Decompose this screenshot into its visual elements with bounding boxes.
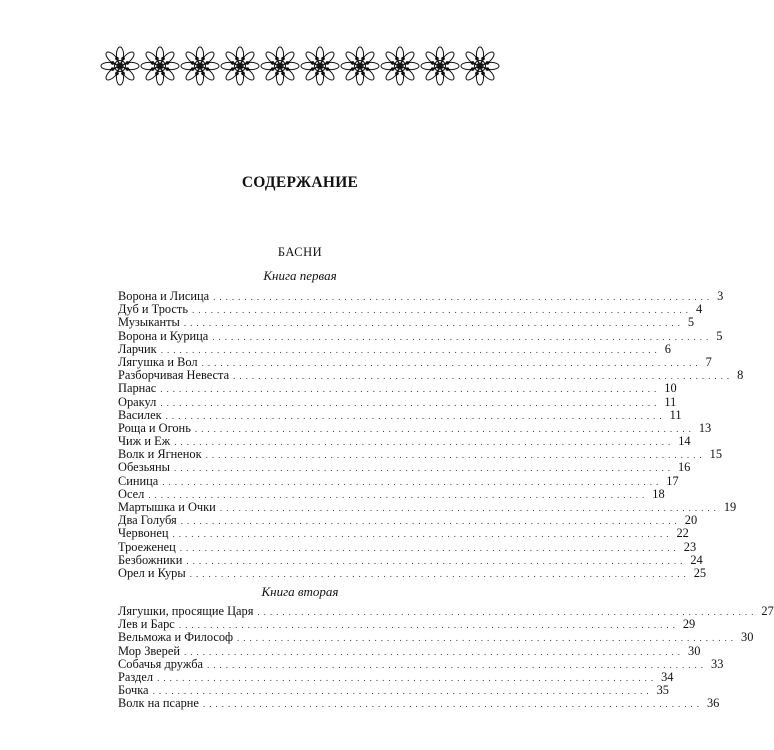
toc-entry-page: 34: [661, 669, 674, 684]
toc-entry[interactable]: [118, 513, 698, 528]
ornament-border: [98, 44, 504, 88]
dot-leader: ................................................................................: [179, 542, 680, 553]
toc-entry[interactable]: [118, 368, 744, 383]
dot-leader: ................................................................................: [213, 292, 714, 302]
toc-entry-page: 10: [664, 381, 677, 396]
dot-leader: ................................................................................: [219, 503, 720, 513]
dot-leader: ................................................................................: [152, 686, 653, 697]
toc-entry-title: Волк и Ягненок: [118, 447, 202, 462]
dot-leader: ................................................................................: [148, 489, 649, 500]
toc-entry-page: 33: [711, 656, 724, 671]
toc-entry-title: Синица: [118, 473, 159, 488]
toc-entry-title: Бочка: [118, 683, 149, 698]
toc-entry[interactable]: [118, 407, 682, 422]
toc-entry-title: Осел: [118, 486, 145, 501]
toc-entry-title: Волк на псарне: [118, 696, 199, 711]
page-title: СОДЕРЖАНИЕ: [241, 174, 359, 191]
toc-entry-page: 30: [688, 643, 701, 658]
toc-entry[interactable]: [118, 315, 695, 330]
toc-entry-title: Василек: [118, 407, 162, 422]
toc-entry[interactable]: [118, 394, 677, 409]
toc-entry[interactable]: [118, 656, 724, 671]
dot-leader: ................................................................................: [172, 529, 673, 540]
toc-entry[interactable]: [118, 539, 697, 554]
toc-entry-page: 13: [698, 420, 712, 435]
toc-entry-title: Лягушки, просящие Царя: [118, 604, 254, 618]
toc-entry-title: Роща и Огонь: [118, 420, 191, 435]
toc-entry-page: 36: [706, 696, 720, 711]
book2-heading: Книга вторая: [261, 584, 339, 599]
toc-entry-title: Ворона и Лисица: [118, 289, 210, 303]
toc-entry-page: 23: [683, 539, 697, 554]
dot-leader: ................................................................................: [257, 607, 758, 617]
toc-entry-title: Вельможа и Философ: [118, 630, 234, 645]
dot-leader: ................................................................................: [180, 516, 681, 527]
toc-entry[interactable]: [118, 669, 674, 684]
toc-entry-title: Ларчик: [118, 341, 157, 356]
toc-entry-page: 29: [682, 617, 696, 632]
dot-leader: ................................................................................: [165, 410, 666, 421]
book2-toc-list: [118, 604, 774, 711]
dot-leader: ................................................................................: [160, 384, 661, 395]
toc-entry-title: Червонец: [118, 526, 169, 541]
toc-entry[interactable]: [118, 630, 754, 645]
dot-leader: ................................................................................: [194, 423, 695, 434]
toc-entry[interactable]: [118, 420, 712, 435]
toc-entry[interactable]: [118, 460, 691, 475]
toc-entry-page: 4: [695, 302, 703, 317]
toc-entry-title: Музыканты: [118, 315, 180, 330]
dot-leader: ................................................................................: [201, 357, 702, 368]
toc-entry[interactable]: [118, 526, 689, 541]
toc-entry-page: 35: [656, 683, 669, 698]
toc-entry-title: Обезьяны: [118, 460, 170, 475]
toc-entry-title: Лев и Барс: [118, 617, 175, 632]
toc-entry-page: 6: [664, 341, 671, 356]
toc-entry-title: Мор Зверей: [118, 643, 181, 658]
toc-entry-page: 7: [705, 354, 712, 369]
dot-leader: ................................................................................: [207, 659, 708, 670]
toc-entry-title: Разборчивая Невеста: [118, 368, 230, 383]
toc-entry-page: 27: [761, 604, 774, 618]
toc-entry-page: 19: [723, 500, 737, 514]
dot-leader: ................................................................................: [233, 371, 734, 382]
dot-leader: ................................................................................: [205, 450, 706, 461]
toc-entry[interactable]: [118, 381, 677, 396]
toc-entry-page: 8: [737, 368, 744, 383]
dot-leader: ................................................................................: [237, 633, 738, 644]
toc-entry-title: Оракул: [118, 394, 157, 409]
toc-entry-title: Троеженец: [118, 539, 176, 554]
toc-entry[interactable]: [118, 473, 679, 488]
dot-leader: ................................................................................: [189, 568, 690, 579]
toc-entry-page: 30: [741, 630, 754, 645]
toc-entry-page: 15: [709, 447, 723, 462]
dot-leader: ................................................................................: [178, 620, 679, 631]
toc-entry-title: Два Голубя: [118, 513, 177, 528]
toc-entry-title: Собачья дружба: [118, 656, 204, 671]
toc-entry-title: Мартышка и Очки: [118, 500, 216, 514]
toc-entry[interactable]: [118, 565, 707, 580]
toc-entry-page: 5: [716, 328, 723, 343]
dot-leader: ................................................................................: [191, 305, 692, 316]
book1-heading: Книга первая: [263, 268, 337, 283]
toc-entry-page: 16: [677, 460, 691, 475]
dot-leader: ................................................................................: [184, 646, 685, 657]
dot-leader: ................................................................................: [157, 672, 658, 683]
dot-leader: ................................................................................: [173, 463, 674, 474]
toc-entry[interactable]: [118, 341, 671, 356]
dot-leader: ................................................................................: [212, 331, 713, 342]
toc-entry-page: 14: [678, 434, 691, 449]
toc-entry-title: Дуб и Трость: [118, 302, 188, 317]
toc-entry[interactable]: [118, 447, 723, 462]
dot-leader: ................................................................................: [162, 476, 663, 487]
toc-entry-title: Безбожники: [118, 552, 183, 567]
toc-entry-page: 22: [676, 526, 689, 541]
dot-leader: ................................................................................: [160, 397, 661, 408]
toc-entry-title: Орел и Куры: [118, 565, 186, 580]
toc-entry[interactable]: [118, 328, 723, 343]
toc-entry-page: 3: [717, 289, 724, 303]
toc-entry-title: Лягушка и Вол: [118, 354, 198, 369]
toc-entry-title: Парнас: [118, 381, 157, 396]
toc-entry-page: 25: [693, 565, 707, 580]
toc-entry-page: 20: [684, 513, 698, 528]
toc-entry-title: Чиж и Еж: [118, 434, 171, 449]
toc-entry[interactable]: [118, 643, 701, 658]
toc-entry-page: 11: [664, 394, 677, 409]
dot-leader: ................................................................................: [174, 437, 675, 448]
toc-entry[interactable]: [118, 552, 703, 567]
section-heading: БАСНИ: [277, 245, 323, 259]
toc-entry-page: 11: [669, 407, 682, 422]
toc-entry-page: 17: [666, 473, 679, 488]
dot-leader: ................................................................................: [186, 555, 687, 566]
book1-toc-list: [118, 289, 744, 580]
toc-entry-title: Раздел: [118, 669, 154, 684]
dot-leader: ................................................................................: [202, 699, 703, 710]
dot-leader: ................................................................................: [183, 318, 684, 329]
toc-entry[interactable]: [118, 696, 720, 711]
dot-leader: ................................................................................: [160, 344, 661, 355]
toc-entry-page: 24: [690, 552, 703, 567]
toc-entry-page: 18: [652, 486, 665, 501]
toc-entry-title: Ворона и Курица: [118, 328, 209, 343]
toc-entry-page: 5: [687, 315, 695, 330]
